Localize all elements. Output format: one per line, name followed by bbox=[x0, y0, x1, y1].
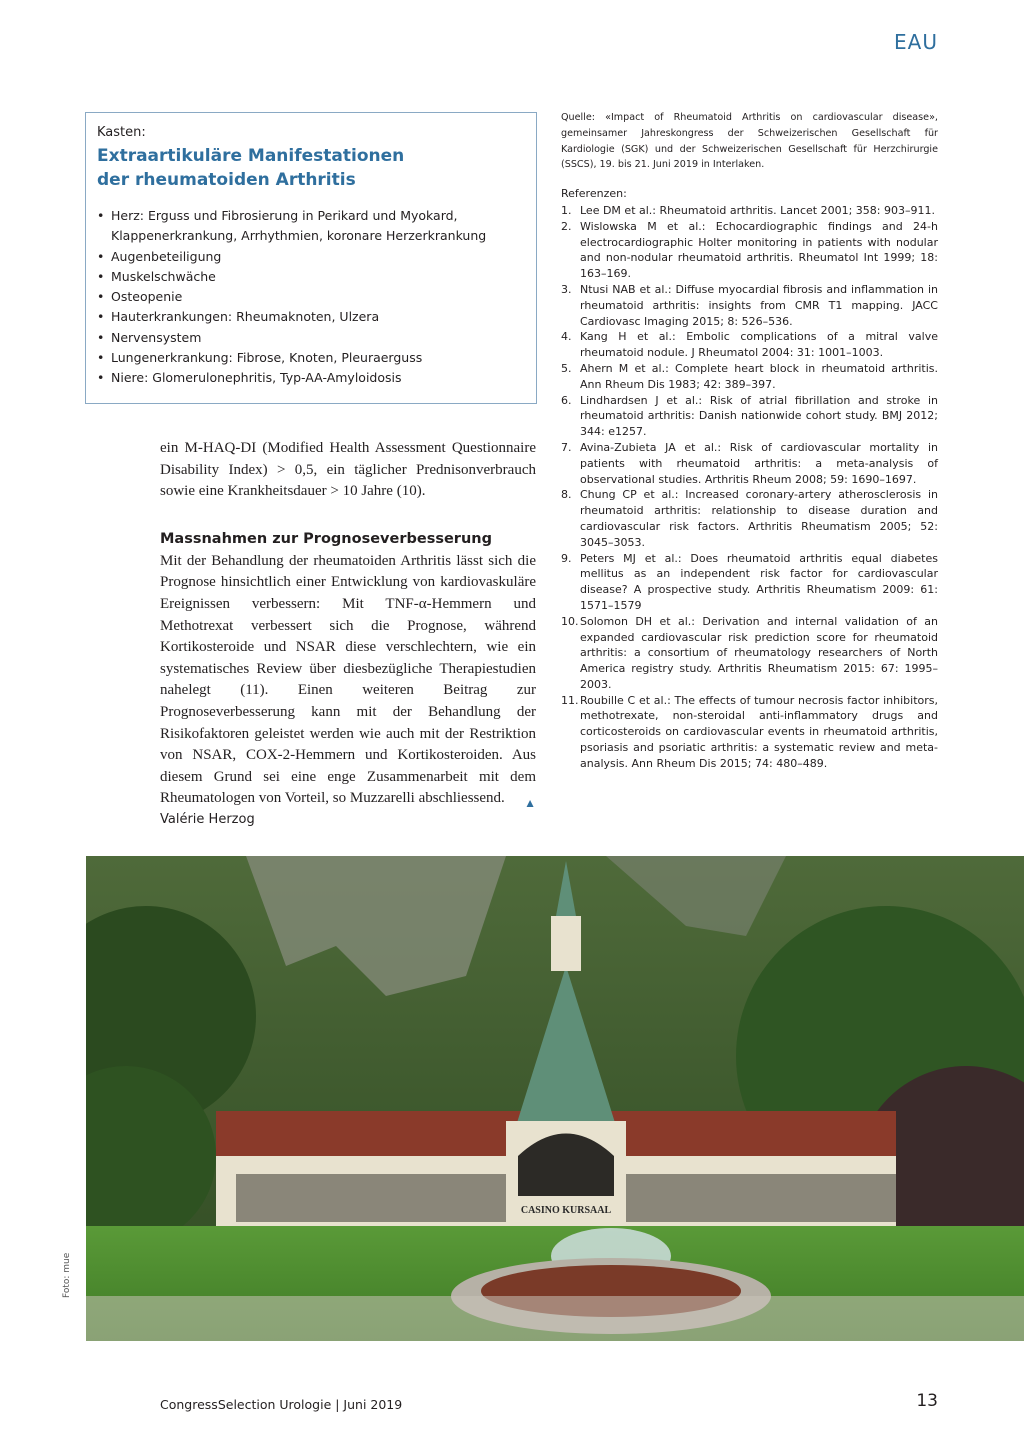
list-item: • Muskelschwäche bbox=[97, 267, 524, 287]
walkway bbox=[86, 1296, 1024, 1341]
casino-sign: CASINO KURSAAL bbox=[520, 1205, 612, 1216]
reference-number: 6. bbox=[561, 393, 572, 407]
references-heading: Referenzen: bbox=[561, 187, 627, 201]
reference-number: 8. bbox=[561, 488, 572, 502]
reference-item bbox=[561, 219, 938, 282]
reference-item bbox=[561, 693, 938, 772]
source-note: Quelle: «Impact of Rheumatoid Arthritis on cardiovascular disease», gemeinsamer Jahreskongress der Schweizerischen Gesellschaft für Kardiologie (SGK) und der Schweizerischen Gesellschaft für Herzchirurgie (SSCS), 19. bis 21. Juni 2019 in Interlaken. bbox=[561, 112, 938, 171]
reference-text: Avina-Zubieta JA et al.: Risk of cardiovascular mortality in patients with rheumatoid arthritis: a meta-analysis of observational studies. Arthritis Rheum 2008; 59: 1690–1697. bbox=[580, 440, 938, 486]
section-heading: Massnahmen zur Prognoseverbesserung bbox=[160, 530, 492, 547]
reference-item bbox=[561, 614, 938, 693]
reference-item bbox=[561, 551, 938, 614]
reference-text: Lee DM et al.: Rheumatoid arthritis. Lancet 2001; 358: 903–911. bbox=[580, 203, 935, 217]
reference-number: 9. bbox=[561, 551, 572, 565]
list-item: • Lungenerkrankung: Fibrose, Knoten, Pleuraerguss bbox=[97, 348, 524, 368]
end-mark-icon: ▲ bbox=[524, 796, 536, 811]
photo-casino-kursaal bbox=[86, 856, 1024, 1341]
photo-illustration bbox=[86, 856, 1024, 1341]
reference-item bbox=[561, 393, 938, 440]
main-column bbox=[160, 438, 536, 815]
list-item: • Osteopenie bbox=[97, 287, 524, 307]
reference-text: Ahern M et al.: Complete heart block in rheumatoid arthritis. Ann Rheum Dis 1983; 42: 389–397. bbox=[580, 361, 938, 391]
list-item: • Herz: Erguss und Fibrosierung in Perikard und Myokard, Klappenerkrankung, Arrhythmien, koronare Herzerkrankung bbox=[97, 206, 524, 247]
list-item: • Augenbeteiligung bbox=[97, 247, 524, 267]
reference-number: 1. bbox=[561, 203, 572, 217]
reference-item bbox=[561, 487, 938, 550]
reference-text: Wislowska M et al.: Echocardiographic findings and 24-h electrocardiographic Holter monitoring in patients with nodular and non-nodular rheumatoid arthritis. Rheumatol Int 1999; 18: 163–169. bbox=[580, 219, 938, 281]
reference-text: Lindhardsen J et al.: Risk of atrial fibrillation and stroke in rheumatoid arthritis: Danish nationwide cohort study. BMJ 2012; 344: e1257. bbox=[580, 393, 938, 439]
reference-number: 10. bbox=[561, 614, 579, 628]
body-paragraph: ein M-HAQ-DI (Modified Health Assessment Questionnaire Disability Index) > 0,5, ein täglicher Prednisonverbrauch sowie eine Krankheitsdauer > 10 Jahre (10). bbox=[160, 440, 536, 500]
references-list bbox=[561, 203, 938, 772]
box-list bbox=[97, 206, 524, 389]
body-paragraph bbox=[160, 551, 536, 810]
box-title-line1: Extraartikuläre Manifestationen bbox=[97, 146, 405, 166]
list-item: • Hauterkrankungen: Rheumaknoten, Ulzera bbox=[97, 307, 524, 327]
reference-text: Peters MJ et al.: Does rheumatoid arthritis equal diabetes mellitus as an independent risk factor for cardiovascular disease? A prospective study. Arthritis Rheumatism 2009: 61: 1571–1579 bbox=[580, 551, 938, 612]
reference-text: Kang H et al.: Embolic complications of a mitral valve rheumatoid nodule. J Rheumatol 2004: 31: 1001–1003. bbox=[580, 330, 938, 360]
reference-number: 5. bbox=[561, 361, 572, 375]
page-number: 13 bbox=[916, 1391, 938, 1411]
reference-text: Solomon DH et al.: Derivation and internal validation of an expanded cardiovascular risk prediction score for rheumatoid arthritis: a consortium of rheumatology researchers of North America registry study. Arthritis Rheumatism 2015: 67: 1995–2003. bbox=[580, 614, 938, 691]
reference-item bbox=[561, 361, 938, 393]
footer-publication: CongressSelection Urologie | Juni 2019 bbox=[160, 1397, 403, 1412]
reference-text: Chung CP et al.: Increased coronary-artery atherosclerosis in rheumatoid arthritis: relationship to disease duration and cardiovascular risk factors. Arthritis Rheumatism 2005; 52: 3045–3053. bbox=[580, 488, 938, 549]
reference-number: 3. bbox=[561, 282, 572, 296]
reference-number: 11. bbox=[561, 693, 579, 707]
list-item: • Niere: Glomerulonephritis, Typ-AA-Amyloidosis bbox=[97, 368, 524, 388]
reference-item bbox=[561, 203, 938, 219]
author: Valérie Herzog bbox=[160, 812, 255, 827]
reference-number: 7. bbox=[561, 440, 572, 454]
box-title-line2: der rheumatoiden Arthritis bbox=[97, 170, 356, 190]
right-column bbox=[561, 110, 938, 772]
reference-number: 2. bbox=[561, 219, 572, 233]
info-box bbox=[85, 112, 537, 404]
reference-text: Roubille C et al.: The effects of tumour necrosis factor inhibitors, methotrexate, non-steroidal anti-inflammatory drugs and corticosteroids on cardiovascular events in rheumatoid arthritis, psoriasis and psoriatic arthritis: a systematic review and meta-analysis. Ann Rheum Dis 2015; 74: 480–489. bbox=[580, 693, 938, 770]
reference-text: Ntusi NAB et al.: Diffuse myocardial fibrosis and inflammation in rheumatoid arthritis: insights from CMR T1 mapping. JACC Cardiovasc Imaging 2015; 8: 526–536. bbox=[580, 282, 938, 328]
box-kicker: Kasten: bbox=[97, 125, 146, 140]
list-item: • Nervensystem bbox=[97, 328, 524, 348]
reference-item bbox=[561, 440, 938, 487]
box-title bbox=[97, 144, 524, 192]
reference-item bbox=[561, 282, 938, 329]
tower-lantern bbox=[551, 916, 581, 971]
reference-number: 4. bbox=[561, 330, 572, 344]
photo-credit: Foto: mue bbox=[62, 1252, 72, 1298]
reference-item bbox=[561, 329, 938, 361]
section-tag: EAU bbox=[894, 30, 938, 54]
body-paragraph-text: Mit der Behandlung der rheumatoiden Arthritis lässt sich die Prognose hinsichtlich einer Entwicklung von kardiovaskuläre Ereignissen verbessern: Mit TNF-α-Hemmern und Methotrexat verbessert sich die Prognose, während Kortikosteroide und NSAR diese verschlechtern, wie ein systematisches Review über diesbezügliche Therapiestudien nahelegt (11). Einen weiteren Beitrag zur Prognoseverbesserung kann mit der Behandlung der Risikofaktoren geleistet werden wie auch mit der Restriktion von NSAR, COX-2-Hemmern und Kortikosteroiden. Aus diesem Grund sei eine enge Zusammenarbeit mit dem Rheumatologen von Vorteil, so Muzzarelli abschliessend. bbox=[160, 552, 536, 807]
